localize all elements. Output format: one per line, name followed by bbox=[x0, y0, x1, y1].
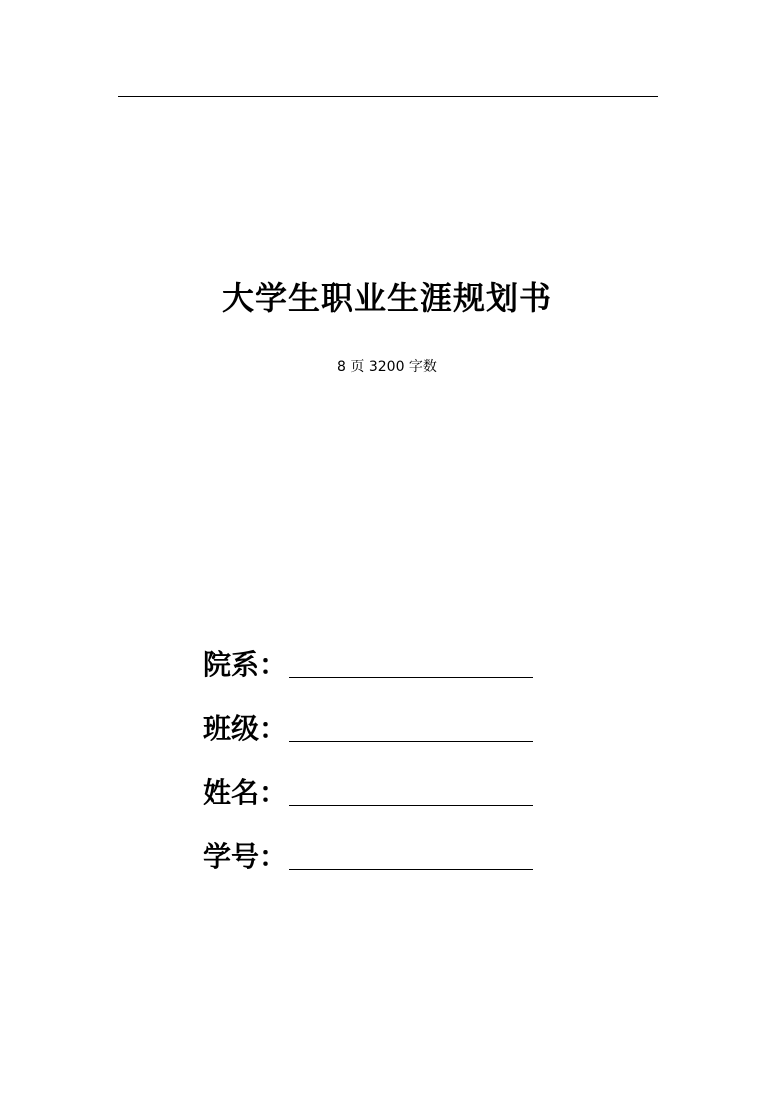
form-row-name bbox=[203, 770, 543, 810]
department-blank-line bbox=[289, 677, 533, 678]
document-subtitle: 8 页 3200 字数 bbox=[337, 359, 437, 375]
student-id-blank-line bbox=[289, 869, 533, 870]
class-blank-line bbox=[289, 741, 533, 742]
document-title: 大学生职业生涯规划书 bbox=[221, 279, 552, 317]
class-label: 班级： bbox=[203, 712, 288, 745]
student-id-label: 学号： bbox=[203, 840, 288, 873]
name-label: 姓名： bbox=[203, 776, 288, 809]
header-rule bbox=[118, 96, 658, 97]
form-row-class bbox=[203, 706, 543, 746]
name-blank-line bbox=[289, 805, 533, 806]
info-form bbox=[203, 642, 543, 898]
department-label: 院系： bbox=[203, 648, 288, 681]
form-row-department bbox=[203, 642, 543, 682]
form-row-student-id bbox=[203, 834, 543, 874]
